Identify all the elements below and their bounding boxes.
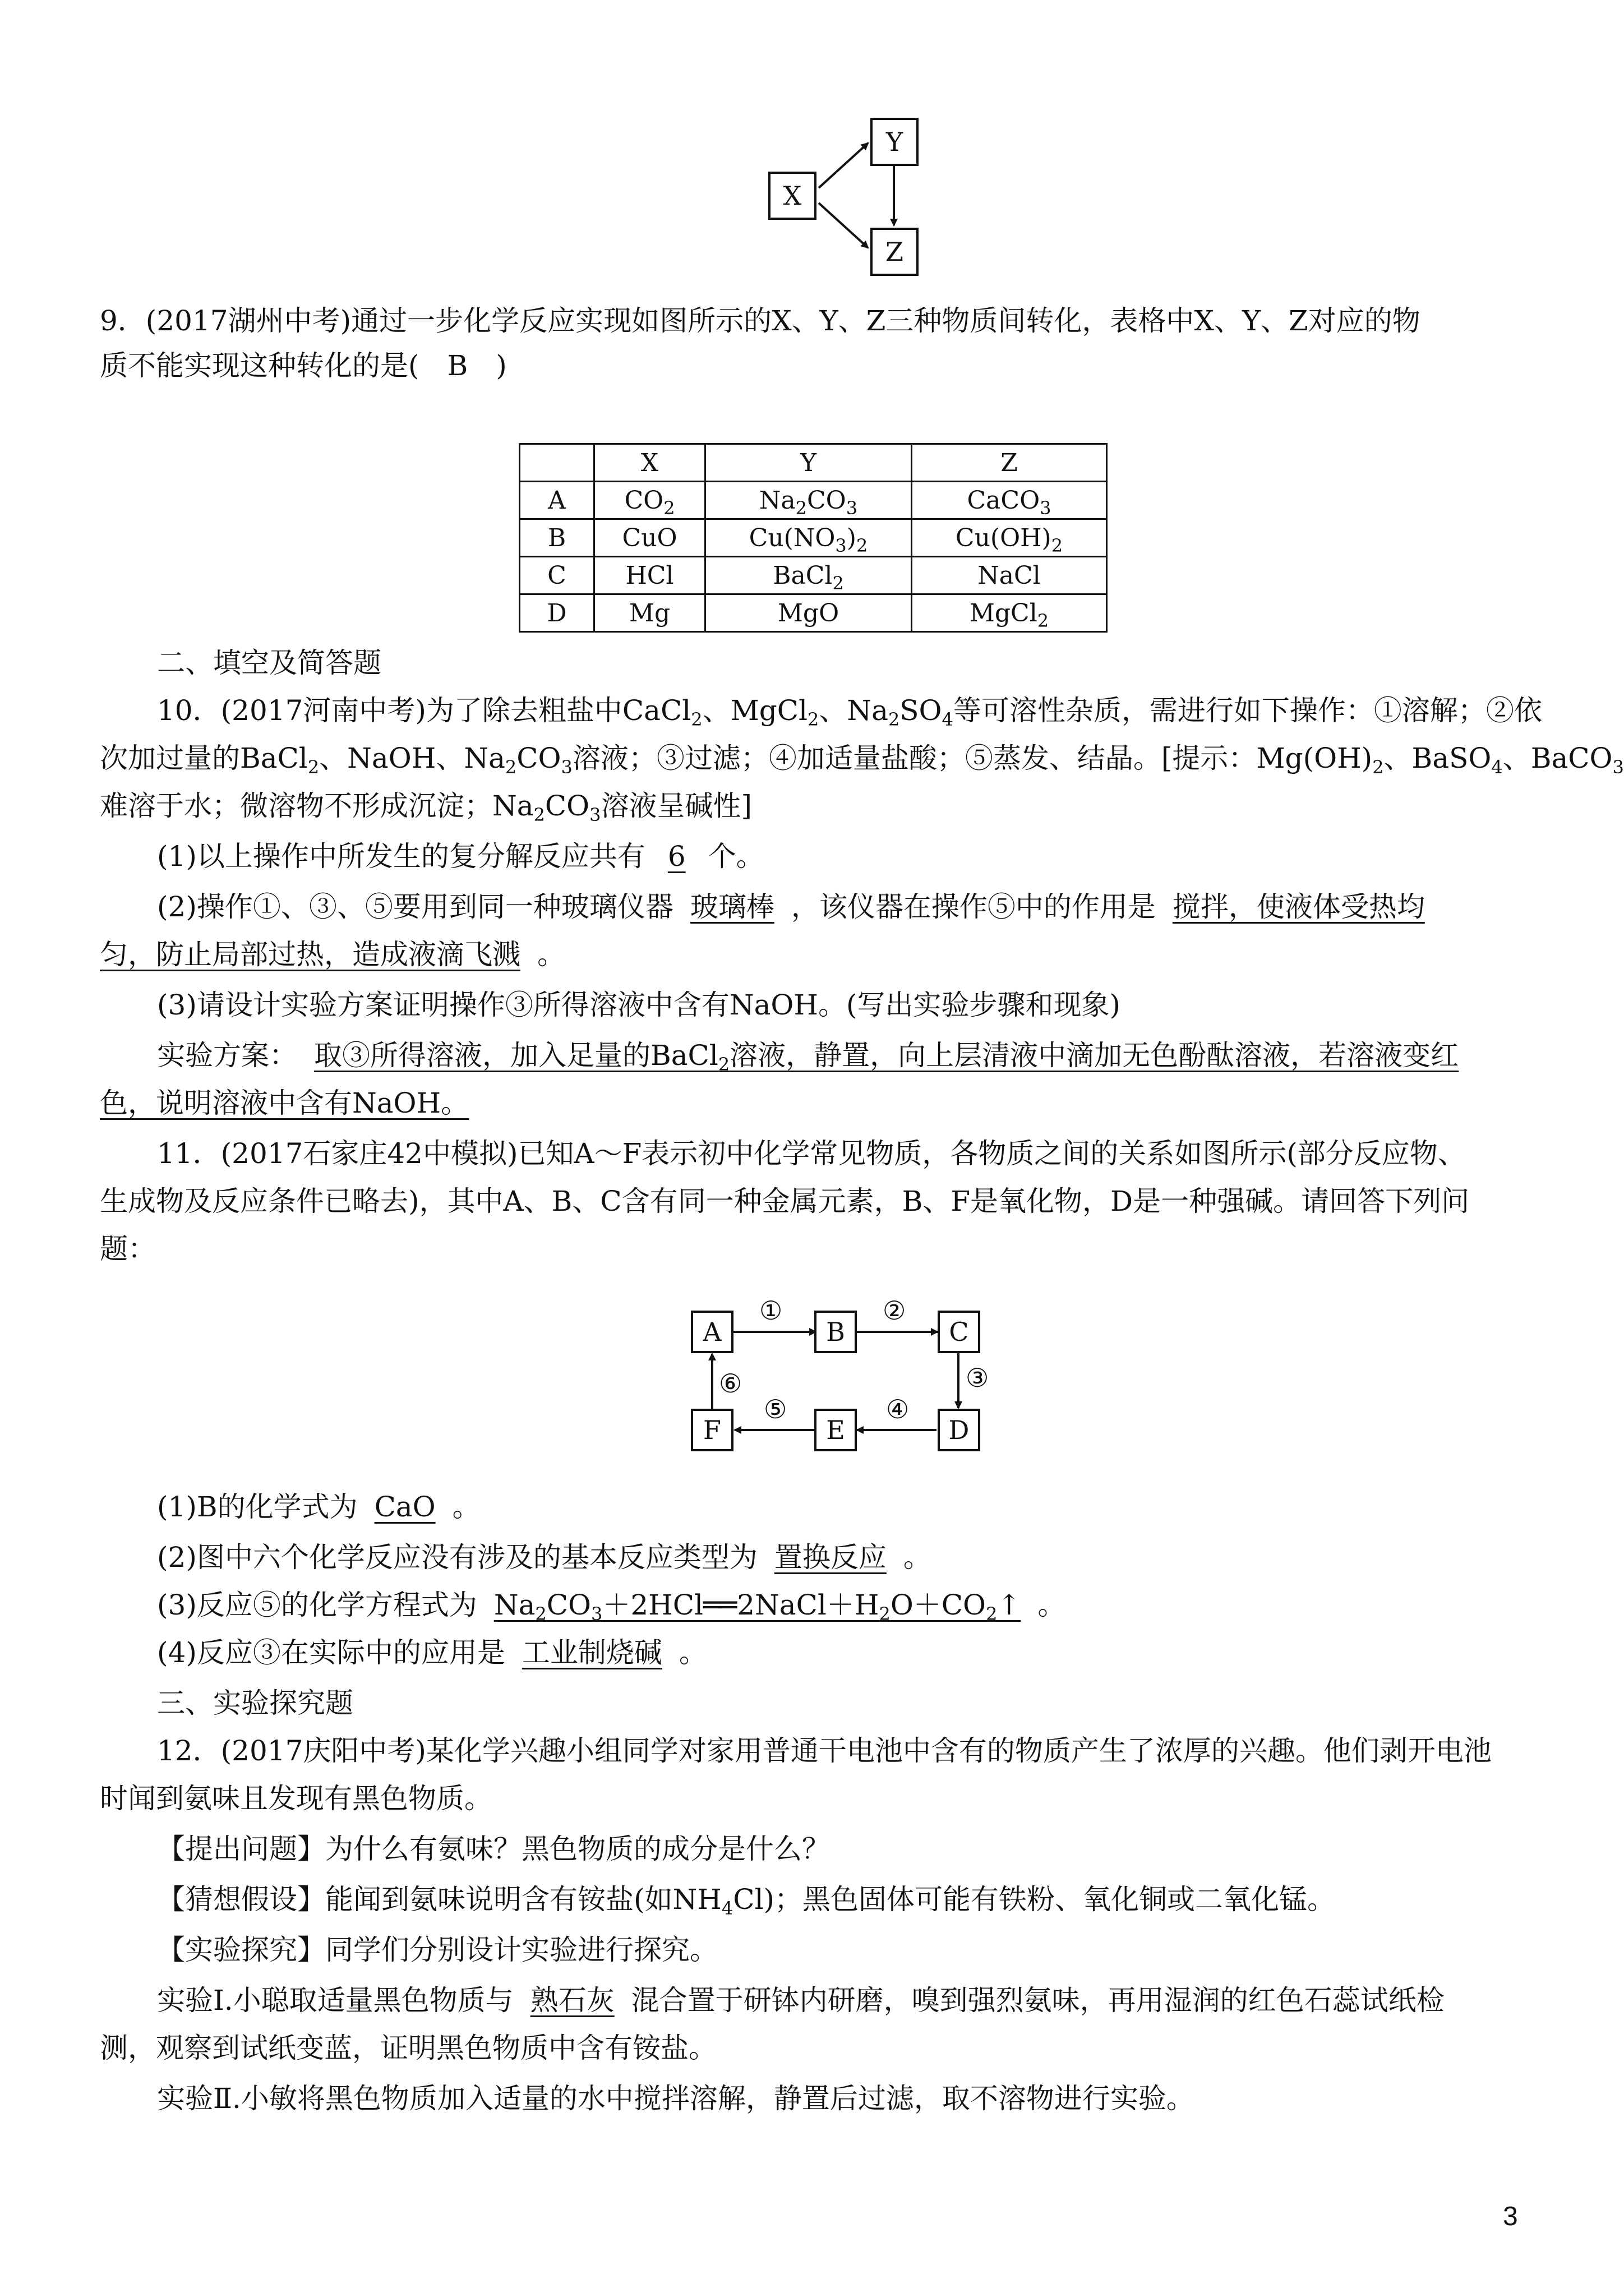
answer-blank: 熟石灰 (530, 1984, 615, 2017)
answer-blank: CaO (374, 1491, 436, 1523)
q9-line2-pre: 质不能实现这种转化的是( (100, 349, 419, 382)
q10-part2: (2)操作①、③、⑤要用到同一种玻璃仪器 玻璃棒 ，该仪器在操作⑤中的作用是 搅拌，使液体受热均 (157, 889, 1525, 925)
table-cell: CuO (594, 519, 705, 557)
q12-line4: 【猜想假设】能闻到氨味说明含有铵盐(如$NH_4Cl$)；黑色固体可能有铁粉、氧化铜或二氧化锰。 (157, 1883, 1335, 1919)
row-label: A (520, 482, 594, 519)
row-label: B (520, 519, 594, 557)
node-f: F (691, 1409, 733, 1451)
table-cell: NaCl (912, 557, 1107, 594)
q12-line2: 时闻到氨味且发现有黑色物质。 (100, 1782, 492, 1815)
node-d: D (938, 1409, 980, 1451)
table-header-cell: X (594, 444, 705, 482)
q11-line2: 生成物及反应条件已略去)，其中A、B、C含有同一种金属元素，B、F是氧化物，D是一种强碱。请回答下列问 (100, 1185, 1470, 1217)
q11-part2: (2)图中六个化学反应没有涉及的基本反应类型为 置换反应 。 (157, 1541, 931, 1574)
q10-line1: 10．(2017河南中考)为了除去粗盐中CaCl$_2$、MgCl$_2$、$Na_2SO_4$等可溶性杂质，需进行如下操作：①溶解；②依 (157, 694, 1542, 730)
node-b: B (814, 1311, 857, 1353)
step-4-label: ④ (886, 1394, 910, 1424)
q10-line2: 次加过量的BaCl$_2$、NaOH、$Na_2CO_3$溶液；③过滤；④加适量盐酸；⑤蒸发、结晶。[提示：$Mg(OH)_2$、BaSO$_4$、BaCO$_3$ (100, 742, 1624, 778)
q11-part3: (3)反应⑤的化学方程式为 $Na_2CO_3+2HCl══2NaCl+H_2O+CO_2↑$ 。 (157, 1589, 1066, 1625)
node-a: A (691, 1311, 733, 1353)
step-5-label: ⑤ (764, 1394, 787, 1424)
answer-blank: 6 (667, 840, 686, 873)
q9-line1: 9．(2017湖州中考)通过一步化学反应实现如图所示的X、Y、Z三种物质间转化，表格中X、Y、Z对应的物 (100, 305, 1420, 337)
q10-part3: (3)请设计实验方案证明操作③所得溶液中含有NaOH。(写出实验步骤和现象) (157, 989, 1120, 1021)
answer-blank: 匀，防止局部过热，造成液滴飞溅 (100, 938, 520, 971)
row-label: D (520, 594, 594, 632)
q12-line1: 12．(2017庆阳中考)某化学兴趣小组同学对家用普通干电池中含有的物质产生了浓厚的兴趣。他们剥开电池 (157, 1735, 1492, 1767)
table-header-cell: Z (912, 444, 1107, 482)
section-3-heading: 三、实验探究题 (157, 1687, 353, 1719)
answer-blank: 置换反应 (774, 1541, 887, 1574)
table-cell: $Na_2CO_3$ (705, 482, 912, 519)
q11-line1: 11．(2017石家庄42中模拟)已知A～F表示初中化学常见物质，各物质之间的关系如图所示(部分反应物、 (157, 1137, 1466, 1170)
q12-line3: 【提出问题】为什么有氨味？黑色物质的成分是什么？ (157, 1833, 830, 1865)
page-number: 3 (1503, 2202, 1518, 2231)
q9-line2-post: ) (496, 349, 507, 382)
table-cell: $Cu(OH)_2$ (912, 519, 1107, 557)
answer-blank: $Na_2CO_3+2HCl══2NaCl+H_2O+CO_2↑$ (493, 1589, 1021, 1625)
node-y: Y (870, 118, 919, 166)
q12-line5: 【实验探究】同学们分别设计实验进行探究。 (157, 1934, 718, 1966)
step-2-label: ② (883, 1295, 906, 1326)
q12-line7: 测，观察到试纸变蓝，证明黑色物质中含有铵盐。 (100, 2032, 717, 2064)
table-cell: Mg (594, 594, 705, 632)
section-2-heading: 二、填空及简答题 (157, 647, 381, 679)
table-cell: HCl (594, 557, 705, 594)
table-cell: $CO_2$ (594, 482, 705, 519)
q11-part4: (4)反应③在实际中的应用是 工业制烧碱 。 (157, 1636, 707, 1669)
answer-blank: 搅拌，使液体受热均 (1172, 891, 1425, 923)
q12-line6: 实验Ⅰ.小聪取适量黑色物质与 熟石灰 混合置于研钵内研磨，嗅到强烈氨味，再用湿润的红色石蕊试纸检 (157, 1984, 1445, 2017)
node-e: E (814, 1409, 857, 1451)
table-cell: CaCO$_3$ (912, 482, 1107, 519)
q10-part2-cont: 匀，防止局部过热，造成液滴飞溅 。 (100, 938, 565, 971)
step-3-label: ③ (966, 1363, 989, 1393)
q11-part1: (1)B的化学式为 CaO 。 (157, 1491, 481, 1523)
q11-line3: 题： (100, 1233, 156, 1265)
step-1-label: ① (759, 1295, 783, 1326)
table-cell: MgCl$_2$ (912, 594, 1107, 632)
table-cell: $Cu(NO_3)_2$ (705, 519, 912, 557)
answer-blank: 工业制烧碱 (522, 1636, 662, 1669)
answer-blank: 玻璃棒 (690, 891, 774, 923)
table-cell: MgO (705, 594, 912, 632)
table-cell: BaCl$_2$ (705, 557, 912, 594)
node-x: X (768, 172, 816, 220)
table-header-cell: Y (705, 444, 912, 482)
q10-line3: 难溶于水；微溶物不形成沉淀；$Na_2CO_3$溶液呈碱性] (100, 790, 753, 825)
q10-part1: (1)以上操作中所发生的复分解反应共有 6 个。 (157, 840, 764, 873)
q10-part3-answer: 实验方案： 取③所得溶液，加入足量的BaCl$_2$溶液，静置，向上层清液中滴加无色酚酞溶液，若溶液变红 (157, 1037, 1525, 1073)
q12-line8: 实验Ⅱ.小敏将黑色物质加入适量的水中搅拌溶解，静置后过滤，取不溶物进行实验。 (157, 2082, 1194, 2115)
answer-blank: 色，说明溶液中含有NaOH。 (100, 1087, 469, 1119)
row-label: C (520, 557, 594, 594)
node-z: Z (870, 228, 919, 276)
node-c: C (938, 1311, 980, 1353)
q9-answer: B (447, 349, 468, 382)
step-6-label: ⑥ (719, 1368, 742, 1399)
answer-blank: 取③所得溶液，加入足量的BaCl$_2$溶液，静置，向上层清液中滴加无色酚酞溶液，若溶液变红 (314, 1039, 1459, 1075)
